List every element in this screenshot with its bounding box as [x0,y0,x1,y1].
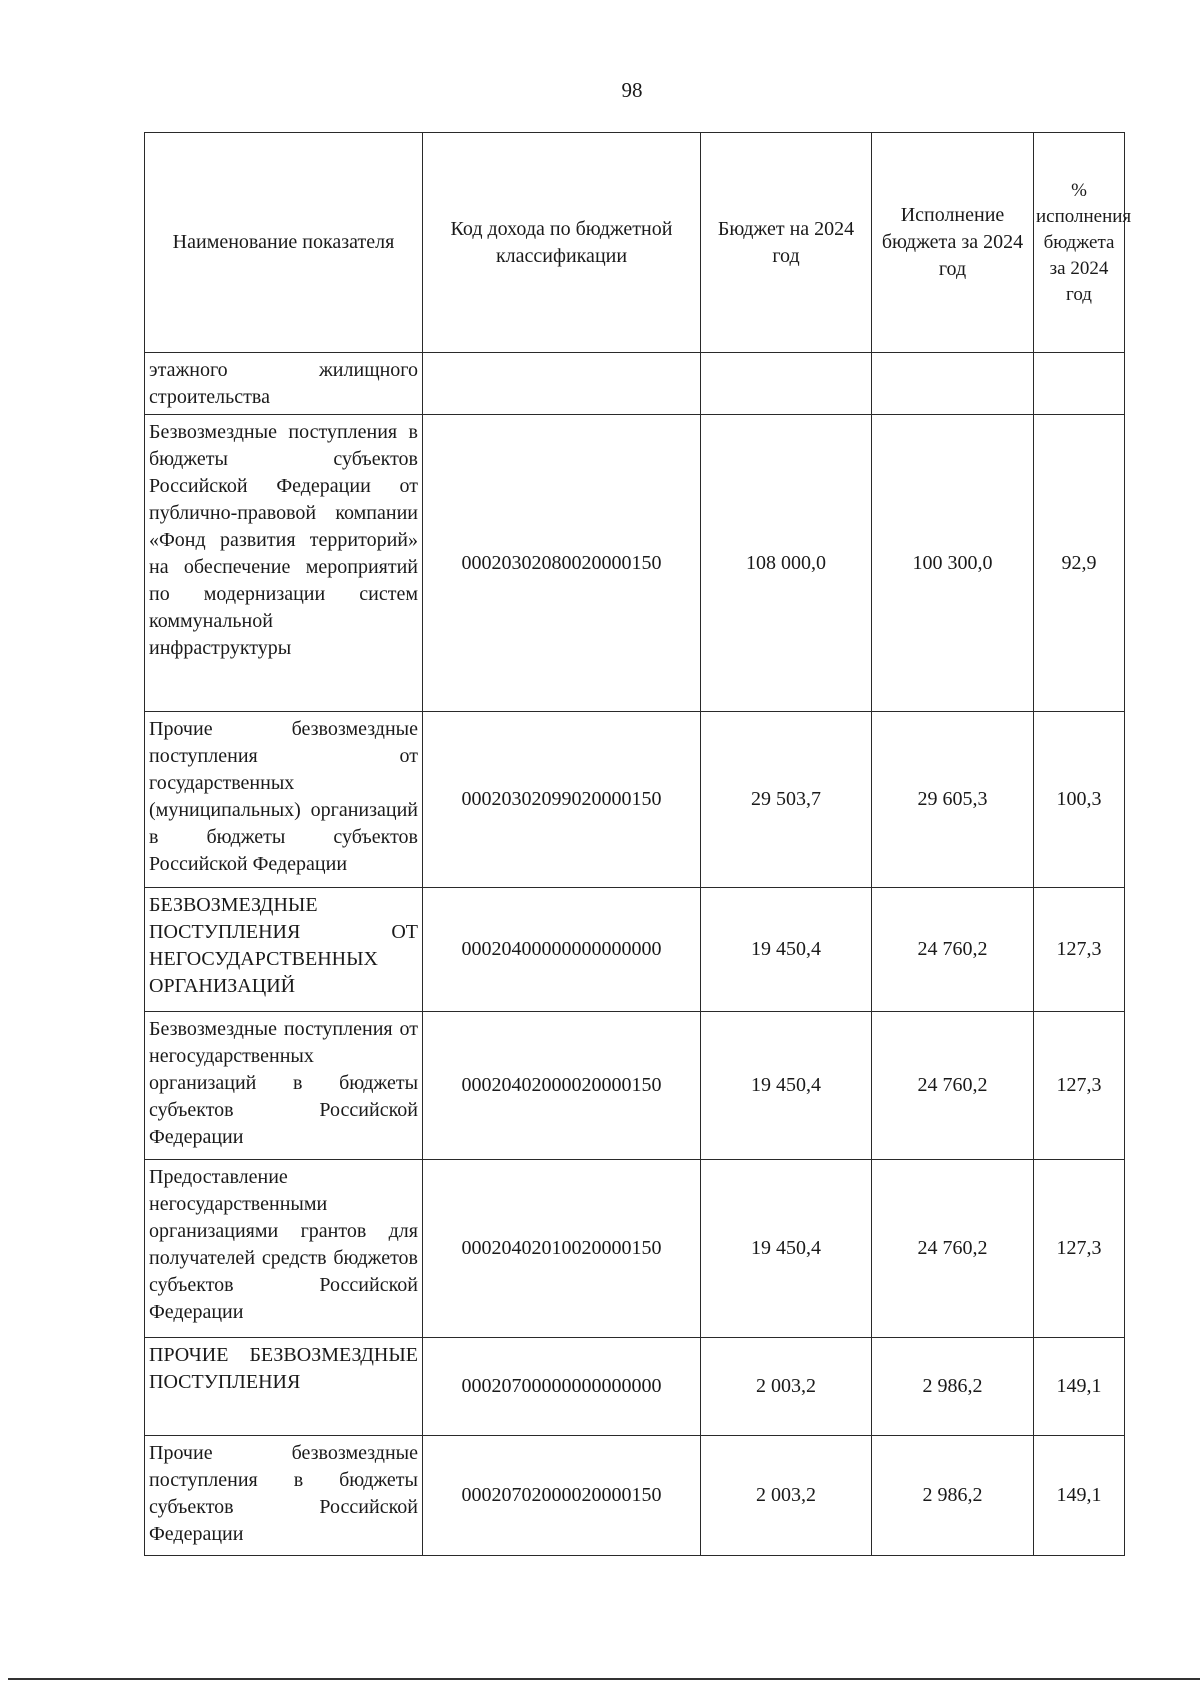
row-name: Прочие безвозмездные поступления от государственных (муниципальных) организаций в бюджеты субъектов Российской Федерации [145,712,423,888]
row-percent: 149,1 [1034,1338,1125,1436]
row-budget: 2 003,2 [701,1338,872,1436]
page-number: 98 [621,78,643,102]
row-code: 00020402000020000150 [423,1012,701,1160]
row-code: 00020402010020000150 [423,1160,701,1338]
table-row [145,415,1125,712]
row-execution: 24 760,2 [872,1012,1034,1160]
table-row [145,1160,1125,1338]
row-code: 00020302099020000150 [423,712,701,888]
table-row [145,712,1125,888]
row-code: 00020702000020000150 [423,1436,701,1556]
table-row [145,1436,1125,1556]
row-name: Безвозмездные поступления от негосударственных организаций в бюджеты субъектов Российской Федерации [145,1012,423,1160]
row-code: 00020400000000000000 [423,888,701,1012]
row-name: БЕЗВОЗМЕЗДНЫЕ ПОСТУПЛЕНИЯ ОТ НЕГОСУДАРСТВЕННЫХ ОРГАНИЗАЦИЙ [145,888,423,1012]
row-execution: 100 300,0 [872,415,1034,712]
budget-table [144,132,1132,1556]
row-code [423,353,701,415]
table-row [145,1338,1125,1436]
header-budget: Бюджет на 2024 год [701,133,872,353]
table-row [145,1012,1125,1160]
table-header-row [145,133,1125,353]
row-percent: 149,1 [1034,1436,1125,1556]
table-row [145,888,1125,1012]
row-percent: 127,3 [1034,1012,1125,1160]
row-name: Безвозмездные поступления в бюджеты субъектов Российской Федерации от публично-правовой компании «Фонд развития территорий» на обеспечение мероприятий по модернизации систем коммунальной инфраструктуры [145,415,423,712]
header-percent: % исполнения бюджета за 2024 год [1034,133,1125,353]
row-budget: 2 003,2 [701,1436,872,1556]
row-execution: 2 986,2 [872,1338,1034,1436]
row-budget: 19 450,4 [701,888,872,1012]
header-execution: Исполнение бюджета за 2024 год [872,133,1034,353]
page-bottom-rule [8,1678,1200,1680]
row-execution: 2 986,2 [872,1436,1034,1556]
header-code: Код дохода по бюджетной классификации [423,133,701,353]
row-execution: 29 605,3 [872,712,1034,888]
table-row [145,353,1125,415]
row-budget: 19 450,4 [701,1012,872,1160]
row-execution: 24 760,2 [872,1160,1034,1338]
header-name: Наименование показателя [145,133,423,353]
row-budget: 108 000,0 [701,415,872,712]
row-name: Прочие безвозмездные поступления в бюджеты субъектов Российской Федерации [145,1436,423,1556]
row-name: ПРОЧИЕ БЕЗВОЗМЕЗДНЫЕ ПОСТУПЛЕНИЯ [145,1338,423,1436]
row-percent [1034,353,1125,415]
row-budget [701,353,872,415]
row-name: Предоставление негосударственными организациями грантов для получателей средств бюджетов субъектов Российской Федерации [145,1160,423,1338]
row-percent: 92,9 [1034,415,1125,712]
row-name: этажного жилищного строительства [145,353,423,415]
row-code: 00020302080020000150 [423,415,701,712]
row-percent: 127,3 [1034,1160,1125,1338]
row-execution: 24 760,2 [872,888,1034,1012]
row-code: 00020700000000000000 [423,1338,701,1436]
row-budget: 29 503,7 [701,712,872,888]
row-percent: 100,3 [1034,712,1125,888]
row-execution [872,353,1034,415]
row-percent: 127,3 [1034,888,1125,1012]
row-budget: 19 450,4 [701,1160,872,1338]
